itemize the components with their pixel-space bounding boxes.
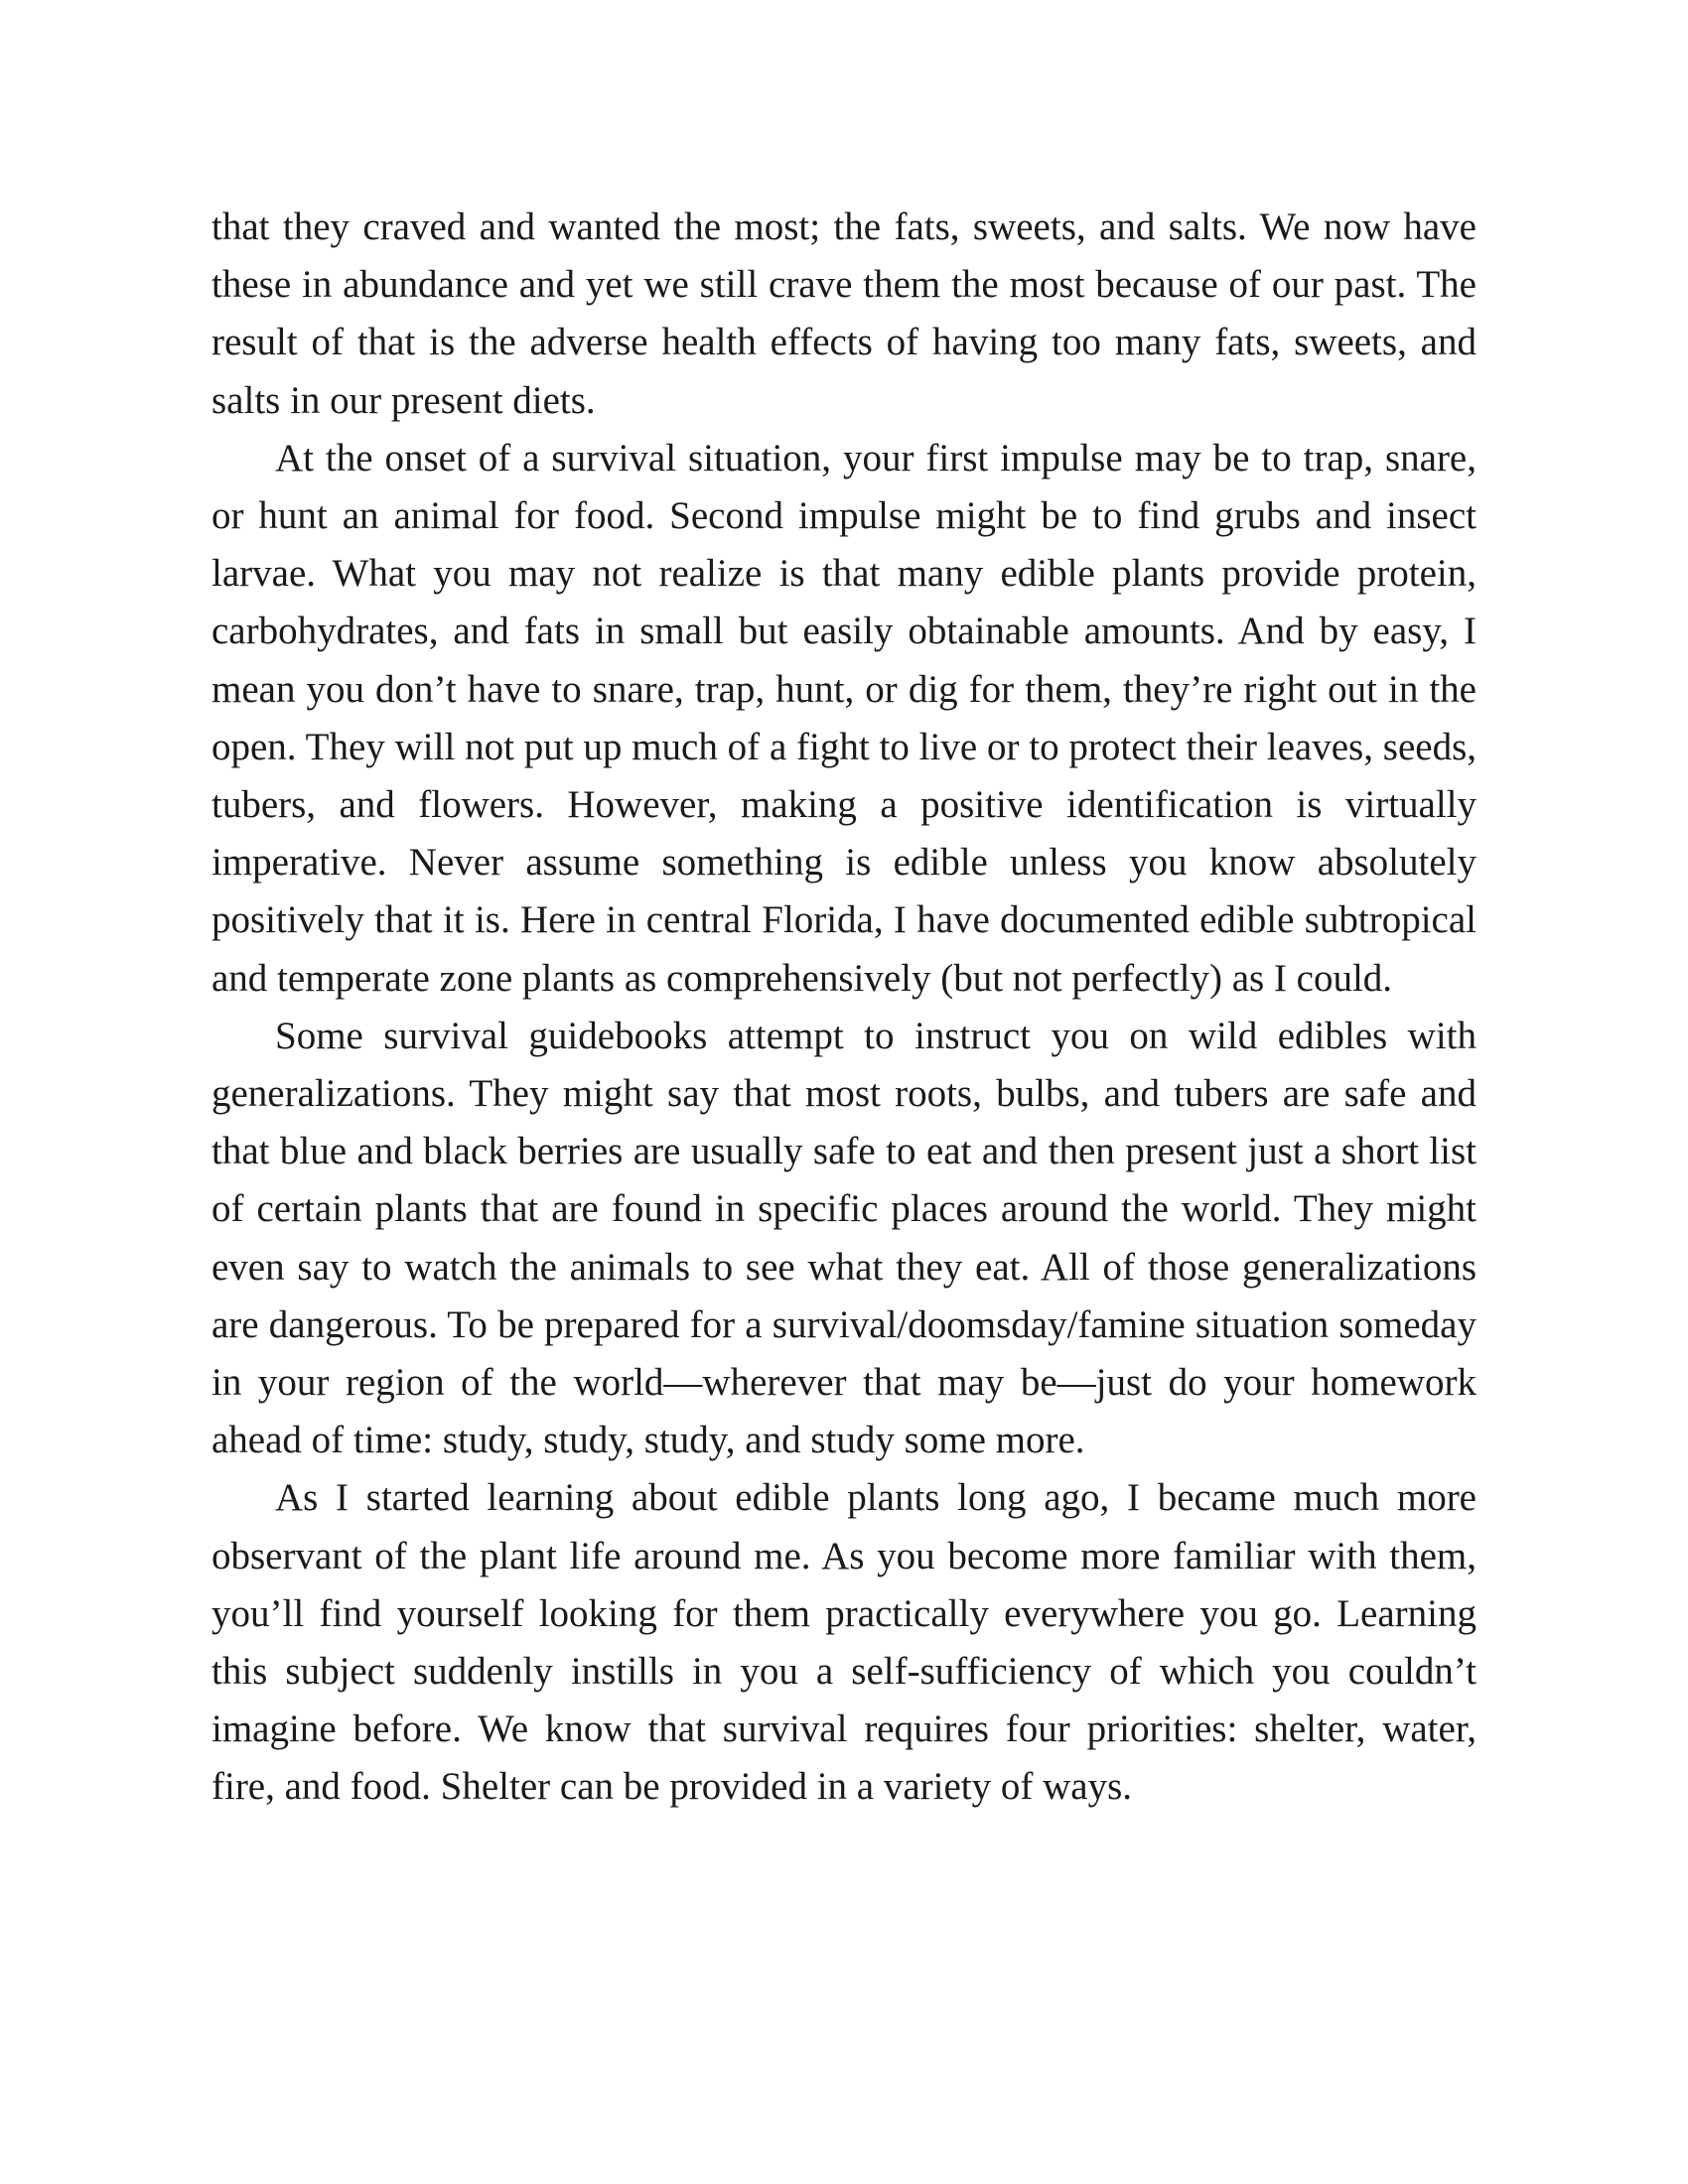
paragraph-1: that they craved and wanted the most; the fats, sweets, and salts. We now have these in abundance and yet we still crave them the most because of our past. The result of that is the adverse health effects of having too many fats, sweets, and salts in our present diets. <box>211 205 1477 422</box>
paragraph-3: Some survival guidebooks attempt to instruct you on wild edibles with generalizations. They might say that most roots, bulbs, and tubers are safe and that blue and black berries are usually safe to eat and then present just a short list of certain plants that are found in specific places around the world. They might even say to watch the animals to see what they eat. All of those generalizations are dangerous. To be prepared for a survival/doomsday/famine situation someday in your region of the world—wherever that may be—just do your homework ahead of time: study, study, study, and study some more. <box>211 1014 1477 1462</box>
paragraph-2: At the onset of a survival situation, your first impulse may be to trap, snare, or hunt an animal for food. Second impulse might be to find grubs and insect larvae. What you may not realize is that many edible plants provide protein, carbohydrates, and fats in small but easily obtainable amounts. And by easy, I mean you don’t have to snare, trap, hunt, or dig for them, they’re right out in the open. They will not put up much of a fight to live or to protect their leaves, seeds, tubers, and flowers. However, making a positive identification is virtually imperative. Never assume something is edible unless you know absolutely positively that it is. Here in central Florida, I have documented edible subtropical and temperate zone plants as comprehensively (but not perfectly) as I could. <box>211 436 1477 1000</box>
page-body <box>211 199 1477 1817</box>
paragraph-4: As I started learning about edible plants long ago, I became much more observant of the plant life around me. As you become more familiar with them, you’ll find yourself looking for them practically everywhere you go. Learning this subject suddenly instills in you a self-sufficiency of which you couldn’t imagine before. We know that survival requires four priorities: shelter, water, fire, and food. Shelter can be provided in a variety of ways. <box>211 1476 1477 1809</box>
